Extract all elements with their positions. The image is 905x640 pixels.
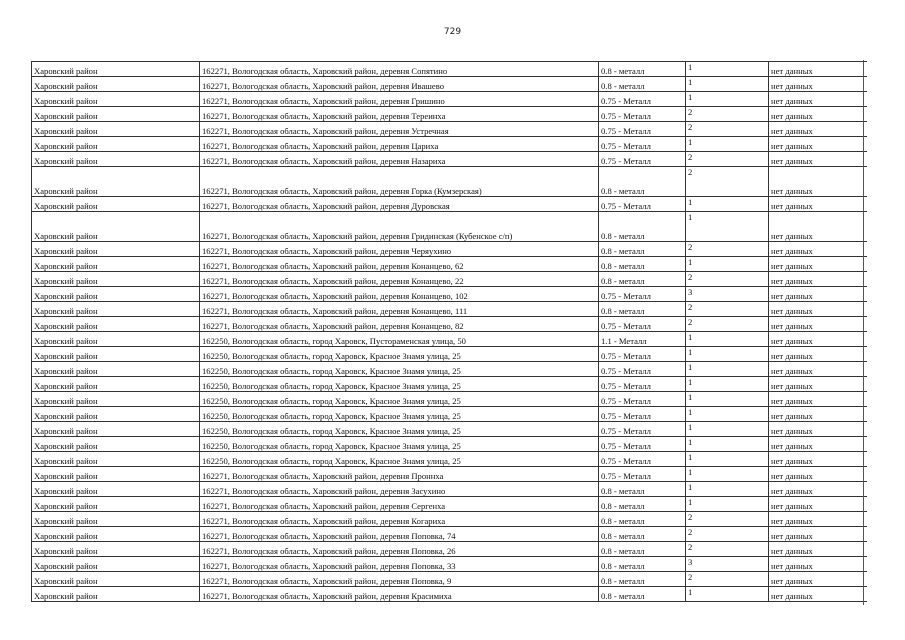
district-cell: Харовский район bbox=[32, 377, 200, 392]
address-cell: 162271, Вологодская область, Харовский район, деревня Дуровская bbox=[200, 197, 599, 212]
table-row bbox=[32, 527, 867, 542]
note-cell: нет данных bbox=[769, 422, 867, 437]
material-cell: 0.75 - Металл bbox=[599, 392, 686, 407]
material-cell: 0.75 - Металл bbox=[599, 377, 686, 392]
address-cell: 162271, Вологодская область, Харовский район, деревня Гридинская (Кубенское с/п) bbox=[200, 212, 599, 242]
table-row bbox=[32, 287, 867, 302]
note-cell: нет данных bbox=[769, 137, 867, 152]
address-cell: 162271, Вологодская область, Харовский район, деревня Когариха bbox=[200, 512, 599, 527]
count-cell: 2 bbox=[686, 167, 769, 197]
material-cell: 0.8 - металл bbox=[599, 77, 686, 92]
count-cell: 1 bbox=[686, 587, 769, 602]
address-cell: 162271, Вологодская область, Харовский район, деревня Сопятино bbox=[200, 62, 599, 77]
note-cell: нет данных bbox=[769, 572, 867, 587]
table-row bbox=[32, 437, 867, 452]
note-cell: нет данных bbox=[769, 77, 867, 92]
district-cell: Харовский район bbox=[32, 242, 200, 257]
count-cell: 1 bbox=[686, 137, 769, 152]
table-row bbox=[32, 212, 867, 242]
count-cell: 2 bbox=[686, 527, 769, 542]
material-cell: 0.75 - Металл bbox=[599, 137, 686, 152]
address-cell: 162271, Вологодская область, Харовский район, деревня Конанцево, 111 bbox=[200, 302, 599, 317]
note-cell: нет данных bbox=[769, 437, 867, 452]
district-cell: Харовский район bbox=[32, 467, 200, 482]
table-row bbox=[32, 407, 867, 422]
district-cell: Харовский район bbox=[32, 92, 200, 107]
district-cell: Харовский район bbox=[32, 347, 200, 362]
count-cell: 1 bbox=[686, 422, 769, 437]
district-cell: Харовский район bbox=[32, 302, 200, 317]
data-table bbox=[31, 61, 867, 602]
note-cell: нет данных bbox=[769, 587, 867, 602]
address-cell: 162271, Вологодская область, Харовский район, деревня Поповка, 33 bbox=[200, 557, 599, 572]
material-cell: 0.75 - Металл bbox=[599, 422, 686, 437]
count-cell: 2 bbox=[686, 512, 769, 527]
address-cell: 162250, Вологодская область, город Харовск, Пустораменская улица, 50 bbox=[200, 332, 599, 347]
address-cell: 162271, Вологодская область, Харовский район, деревня Назариха bbox=[200, 152, 599, 167]
note-cell: нет данных bbox=[769, 407, 867, 422]
note-cell: нет данных bbox=[769, 362, 867, 377]
address-cell: 162271, Вологодская область, Харовский район, деревня Красимиха bbox=[200, 587, 599, 602]
count-cell: 2 bbox=[686, 572, 769, 587]
note-cell: нет данных bbox=[769, 482, 867, 497]
district-cell: Харовский район bbox=[32, 437, 200, 452]
material-cell: 0.8 - металл bbox=[599, 167, 686, 197]
material-cell: 0.8 - металл bbox=[599, 257, 686, 272]
table-row bbox=[32, 392, 867, 407]
count-cell: 2 bbox=[686, 152, 769, 167]
address-cell: 162250, Вологодская область, город Харовск, Красное Знамя улица, 25 bbox=[200, 347, 599, 362]
address-cell: 162271, Вологодская область, Харовский район, деревня Конанцево, 62 bbox=[200, 257, 599, 272]
table-row bbox=[32, 167, 867, 197]
note-cell: нет данных bbox=[769, 287, 867, 302]
note-cell: нет данных bbox=[769, 257, 867, 272]
count-cell: 1 bbox=[686, 452, 769, 467]
table-row bbox=[32, 482, 867, 497]
address-cell: 162250, Вологодская область, город Харовск, Красное Знамя улица, 25 bbox=[200, 377, 599, 392]
address-cell: 162271, Вологодская область, Харовский район, деревня Сергенха bbox=[200, 497, 599, 512]
note-cell: нет данных bbox=[769, 467, 867, 482]
count-cell: 1 bbox=[686, 482, 769, 497]
table-row bbox=[32, 557, 867, 572]
table-row bbox=[32, 572, 867, 587]
material-cell: 1.1 - Металл bbox=[599, 332, 686, 347]
count-cell: 1 bbox=[686, 347, 769, 362]
district-cell: Харовский район bbox=[32, 122, 200, 137]
district-cell: Харовский район bbox=[32, 167, 200, 197]
address-cell: 162271, Вологодская область, Харовский район, деревня Проннха bbox=[200, 467, 599, 482]
count-cell: 1 bbox=[686, 407, 769, 422]
district-cell: Харовский район bbox=[32, 257, 200, 272]
material-cell: 0.8 - металл bbox=[599, 272, 686, 287]
address-cell: 162271, Вологодская область, Харовский район, деревня Конанцево, 82 bbox=[200, 317, 599, 332]
note-cell: нет данных bbox=[769, 302, 867, 317]
material-cell: 0.8 - металл bbox=[599, 482, 686, 497]
table-row bbox=[32, 137, 867, 152]
note-cell: нет данных bbox=[769, 347, 867, 362]
table-row bbox=[32, 122, 867, 137]
material-cell: 0.75 - Металл bbox=[599, 362, 686, 377]
table-row bbox=[32, 257, 867, 272]
address-cell: 162250, Вологодская область, город Харовск, Красное Знамя улица, 25 bbox=[200, 452, 599, 467]
note-cell: нет данных bbox=[769, 452, 867, 467]
address-cell: 162250, Вологодская область, город Харовск, Красное Знамя улица, 25 bbox=[200, 437, 599, 452]
count-cell: 1 bbox=[686, 377, 769, 392]
address-cell: 162250, Вологодская область, город Харовск, Красное Знамя улица, 25 bbox=[200, 407, 599, 422]
address-cell: 162271, Вологодская область, Харовский район, деревня Поповка, 9 bbox=[200, 572, 599, 587]
note-cell: нет данных bbox=[769, 557, 867, 572]
material-cell: 0.8 - металл bbox=[599, 542, 686, 557]
table-row bbox=[32, 542, 867, 557]
material-cell: 0.75 - Металл bbox=[599, 467, 686, 482]
table-row bbox=[32, 332, 867, 347]
district-cell: Харовский район bbox=[32, 317, 200, 332]
district-cell: Харовский район bbox=[32, 542, 200, 557]
table-row bbox=[32, 497, 867, 512]
material-cell: 0.8 - металл bbox=[599, 557, 686, 572]
address-cell: 162250, Вологодская область, город Харовск, Красное Знамя улица, 25 bbox=[200, 362, 599, 377]
count-cell: 3 bbox=[686, 557, 769, 572]
table-row bbox=[32, 242, 867, 257]
material-cell: 0.75 - Металл bbox=[599, 287, 686, 302]
note-cell: нет данных bbox=[769, 152, 867, 167]
count-cell: 1 bbox=[686, 62, 769, 77]
address-cell: 162271, Вологодская область, Харовский район, деревня Устречная bbox=[200, 122, 599, 137]
count-cell: 3 bbox=[686, 287, 769, 302]
address-cell: 162271, Вологодская область, Харовский район, деревня Горка (Кумзерская) bbox=[200, 167, 599, 197]
count-cell: 1 bbox=[686, 197, 769, 212]
count-cell: 1 bbox=[686, 257, 769, 272]
material-cell: 0.8 - металл bbox=[599, 242, 686, 257]
count-cell: 1 bbox=[686, 77, 769, 92]
material-cell: 0.75 - Металл bbox=[599, 437, 686, 452]
page-border-line bbox=[863, 60, 864, 605]
note-cell: нет данных bbox=[769, 392, 867, 407]
count-cell: 2 bbox=[686, 242, 769, 257]
table-row bbox=[32, 62, 867, 77]
material-cell: 0.75 - Металл bbox=[599, 317, 686, 332]
note-cell: нет данных bbox=[769, 497, 867, 512]
material-cell: 0.75 - Металл bbox=[599, 152, 686, 167]
district-cell: Харовский район bbox=[32, 362, 200, 377]
note-cell: нет данных bbox=[769, 377, 867, 392]
address-cell: 162271, Вологодская область, Харовский район, деревня Конанцево, 102 bbox=[200, 287, 599, 302]
district-cell: Харовский район bbox=[32, 587, 200, 602]
district-cell: Харовский район bbox=[32, 557, 200, 572]
table-row bbox=[32, 92, 867, 107]
material-cell: 0.75 - Металл bbox=[599, 197, 686, 212]
district-cell: Харовский район bbox=[32, 392, 200, 407]
material-cell: 0.8 - металл bbox=[599, 497, 686, 512]
table-row bbox=[32, 467, 867, 482]
count-cell: 2 bbox=[686, 317, 769, 332]
count-cell: 1 bbox=[686, 92, 769, 107]
count-cell: 1 bbox=[686, 497, 769, 512]
table-row bbox=[32, 77, 867, 92]
address-cell: 162250, Вологодская область, город Харовск, Красное Знамя улица, 25 bbox=[200, 422, 599, 437]
note-cell: нет данных bbox=[769, 332, 867, 347]
address-cell: 162271, Вологодская область, Харовский район, деревня Поповка, 26 bbox=[200, 542, 599, 557]
note-cell: нет данных bbox=[769, 242, 867, 257]
note-cell: нет данных bbox=[769, 92, 867, 107]
count-cell: 2 bbox=[686, 122, 769, 137]
table-row bbox=[32, 362, 867, 377]
count-cell: 1 bbox=[686, 332, 769, 347]
material-cell: 0.8 - металл bbox=[599, 587, 686, 602]
table-row bbox=[32, 452, 867, 467]
table-row bbox=[32, 587, 867, 602]
material-cell: 0.8 - металл bbox=[599, 572, 686, 587]
count-cell: 1 bbox=[686, 392, 769, 407]
note-cell: нет данных bbox=[769, 167, 867, 197]
note-cell: нет данных bbox=[769, 122, 867, 137]
material-cell: 0.8 - металл bbox=[599, 212, 686, 242]
district-cell: Харовский район bbox=[32, 212, 200, 242]
district-cell: Харовский район bbox=[32, 332, 200, 347]
material-cell: 0.8 - металл bbox=[599, 302, 686, 317]
district-cell: Харовский район bbox=[32, 572, 200, 587]
count-cell: 1 bbox=[686, 362, 769, 377]
district-cell: Харовский район bbox=[32, 107, 200, 122]
count-cell: 1 bbox=[686, 467, 769, 482]
count-cell: 2 bbox=[686, 107, 769, 122]
district-cell: Харовский район bbox=[32, 137, 200, 152]
district-cell: Харовский район bbox=[32, 512, 200, 527]
material-cell: 0.75 - Металл bbox=[599, 92, 686, 107]
district-cell: Харовский район bbox=[32, 527, 200, 542]
material-cell: 0.75 - Металл bbox=[599, 107, 686, 122]
material-cell: 0.8 - металл bbox=[599, 512, 686, 527]
district-cell: Харовский район bbox=[32, 482, 200, 497]
note-cell: нет данных bbox=[769, 317, 867, 332]
address-cell: 162250, Вологодская область, город Харовск, Красное Знамя улица, 25 bbox=[200, 392, 599, 407]
address-cell: 162271, Вологодская область, Харовский район, деревня Гришино bbox=[200, 92, 599, 107]
district-cell: Харовский район bbox=[32, 77, 200, 92]
material-cell: 0.75 - Металл bbox=[599, 452, 686, 467]
district-cell: Харовский район bbox=[32, 497, 200, 512]
note-cell: нет данных bbox=[769, 197, 867, 212]
material-cell: 0.8 - металл bbox=[599, 62, 686, 77]
note-cell: нет данных bbox=[769, 107, 867, 122]
note-cell: нет данных bbox=[769, 512, 867, 527]
district-cell: Харовский район bbox=[32, 452, 200, 467]
note-cell: нет данных bbox=[769, 272, 867, 287]
address-cell: 162271, Вологодская область, Харовский район, деревня Ивашево bbox=[200, 77, 599, 92]
note-cell: нет данных bbox=[769, 62, 867, 77]
table-row bbox=[32, 422, 867, 437]
table-row bbox=[32, 302, 867, 317]
note-cell: нет данных bbox=[769, 212, 867, 242]
address-cell: 162271, Вологодская область, Харовский район, деревня Цариха bbox=[200, 137, 599, 152]
district-cell: Харовский район bbox=[32, 62, 200, 77]
table-row bbox=[32, 347, 867, 362]
page-number: 729 bbox=[443, 27, 462, 37]
material-cell: 0.75 - Металл bbox=[599, 407, 686, 422]
table-row bbox=[32, 272, 867, 287]
note-cell: нет данных bbox=[769, 542, 867, 557]
address-cell: 162271, Вологодская область, Харовский район, деревня Засухино bbox=[200, 482, 599, 497]
table-row bbox=[32, 197, 867, 212]
district-cell: Харовский район bbox=[32, 422, 200, 437]
count-cell: 1 bbox=[686, 437, 769, 452]
district-cell: Харовский район bbox=[32, 152, 200, 167]
note-cell: нет данных bbox=[769, 527, 867, 542]
material-cell: 0.8 - металл bbox=[599, 527, 686, 542]
address-cell: 162271, Вологодская область, Харовский район, деревня Поповка, 74 bbox=[200, 527, 599, 542]
district-cell: Харовский район bbox=[32, 287, 200, 302]
table-row bbox=[32, 107, 867, 122]
count-cell: 2 bbox=[686, 302, 769, 317]
count-cell: 2 bbox=[686, 272, 769, 287]
district-cell: Харовский район bbox=[32, 407, 200, 422]
district-cell: Харовский район bbox=[32, 197, 200, 212]
count-cell: 2 bbox=[686, 542, 769, 557]
material-cell: 0.75 - Металл bbox=[599, 122, 686, 137]
address-cell: 162271, Вологодская область, Харовский район, деревня Черяухино bbox=[200, 242, 599, 257]
count-cell: 1 bbox=[686, 212, 769, 242]
table-row bbox=[32, 152, 867, 167]
material-cell: 0.75 - Металл bbox=[599, 347, 686, 362]
table-row bbox=[32, 512, 867, 527]
district-cell: Харовский район bbox=[32, 272, 200, 287]
table-body bbox=[32, 62, 867, 602]
table-row bbox=[32, 377, 867, 392]
table-row bbox=[32, 317, 867, 332]
address-cell: 162271, Вологодская область, Харовский район, деревня Конанцево, 22 bbox=[200, 272, 599, 287]
address-cell: 162271, Вологодская область, Харовский район, деревня Тереинха bbox=[200, 107, 599, 122]
